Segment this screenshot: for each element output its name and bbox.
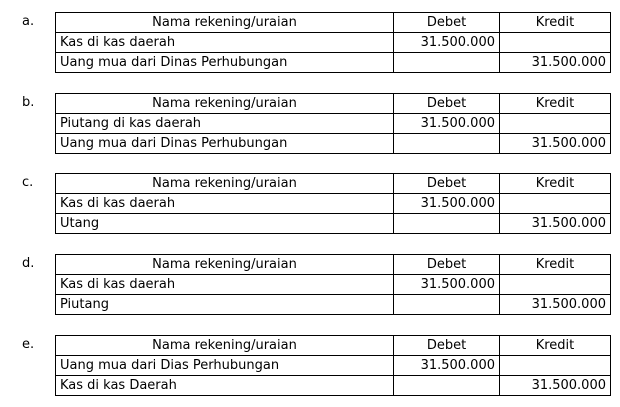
journal-table	[55, 93, 611, 154]
table-row	[56, 33, 611, 53]
empty-cell	[394, 295, 500, 315]
empty-cell	[394, 53, 500, 73]
journal-table	[55, 12, 611, 73]
header-credit: Kredit	[500, 94, 611, 114]
journal-table	[55, 335, 611, 396]
credit-account: Uang mua dari Dinas Perhubungan	[56, 53, 394, 73]
credit-amount: 31.500.000	[500, 214, 611, 234]
credit-account: Kas di kas Daerah	[56, 376, 394, 396]
debit-account: Kas di kas daerah	[56, 275, 394, 295]
table-header-row	[56, 174, 611, 194]
empty-cell	[500, 356, 611, 376]
header-account: Nama rekening/uraian	[56, 336, 394, 356]
option-a[interactable]	[0, 12, 620, 74]
table-row	[56, 194, 611, 214]
header-debit: Debet	[394, 94, 500, 114]
option-label: c.	[22, 175, 34, 190]
credit-account: Utang	[56, 214, 394, 234]
credit-account: Uang mua dari Dinas Perhubungan	[56, 134, 394, 154]
table-row	[56, 114, 611, 134]
debit-amount: 31.500.000	[394, 275, 500, 295]
header-debit: Debet	[394, 336, 500, 356]
header-account: Nama rekening/uraian	[56, 13, 394, 33]
option-e[interactable]	[0, 335, 620, 397]
empty-cell	[500, 275, 611, 295]
table-header-row	[56, 94, 611, 114]
table-row	[56, 275, 611, 295]
option-label: e.	[22, 337, 35, 352]
table-row	[56, 53, 611, 73]
header-account: Nama rekening/uraian	[56, 174, 394, 194]
header-account: Nama rekening/uraian	[56, 255, 394, 275]
table-row	[56, 376, 611, 396]
table-row	[56, 356, 611, 376]
header-debit: Debet	[394, 174, 500, 194]
header-account: Nama rekening/uraian	[56, 94, 394, 114]
header-credit: Kredit	[500, 336, 611, 356]
empty-cell	[500, 33, 611, 53]
table-header-row	[56, 13, 611, 33]
table-header-row	[56, 255, 611, 275]
option-label: a.	[22, 14, 35, 29]
table-row	[56, 295, 611, 315]
table-row	[56, 214, 611, 234]
credit-account: Piutang	[56, 295, 394, 315]
credit-amount: 31.500.000	[500, 134, 611, 154]
empty-cell	[394, 214, 500, 234]
empty-cell	[500, 114, 611, 134]
debit-amount: 31.500.000	[394, 194, 500, 214]
option-d[interactable]	[0, 254, 620, 316]
option-b[interactable]	[0, 93, 620, 155]
credit-amount: 31.500.000	[500, 376, 611, 396]
debit-amount: 31.500.000	[394, 33, 500, 53]
journal-table	[55, 254, 611, 315]
header-credit: Kredit	[500, 174, 611, 194]
empty-cell	[394, 376, 500, 396]
credit-amount: 31.500.000	[500, 53, 611, 73]
debit-amount: 31.500.000	[394, 356, 500, 376]
debit-account: Kas di kas daerah	[56, 194, 394, 214]
debit-account: Uang mua dari Dias Perhubungan	[56, 356, 394, 376]
header-debit: Debet	[394, 13, 500, 33]
debit-amount: 31.500.000	[394, 114, 500, 134]
option-label: b.	[22, 95, 35, 110]
table-row	[56, 134, 611, 154]
header-credit: Kredit	[500, 13, 611, 33]
table-header-row	[56, 336, 611, 356]
option-label: d.	[22, 256, 35, 271]
debit-account: Kas di kas daerah	[56, 33, 394, 53]
empty-cell	[394, 134, 500, 154]
debit-account: Piutang di kas daerah	[56, 114, 394, 134]
credit-amount: 31.500.000	[500, 295, 611, 315]
header-credit: Kredit	[500, 255, 611, 275]
journal-table	[55, 173, 611, 234]
empty-cell	[500, 194, 611, 214]
option-c[interactable]	[0, 173, 620, 235]
header-debit: Debet	[394, 255, 500, 275]
